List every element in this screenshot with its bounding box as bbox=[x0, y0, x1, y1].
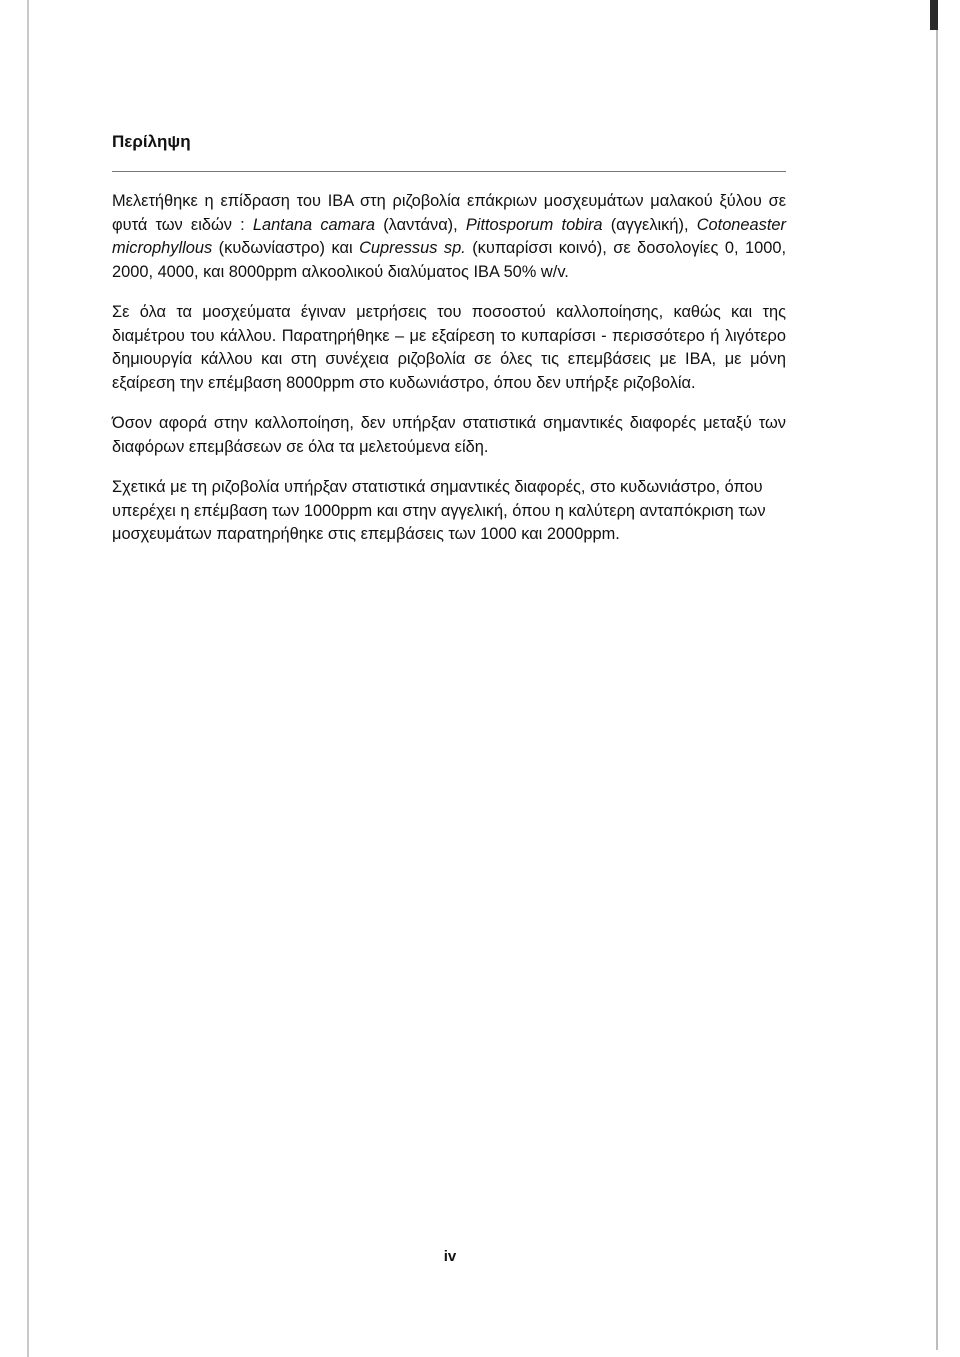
text-run: (κυπαρίσσι κοινό), σε δοσολογίες 0, 1000, 2000, 4000, και 8000ppm αλκοολικού διαλύματος IBA 50% w/v. bbox=[112, 239, 787, 281]
text-run: (κυδωνίαστρο) και bbox=[212, 239, 360, 257]
paragraph bbox=[112, 476, 786, 547]
section-heading: Περίληψη bbox=[112, 132, 191, 151]
species-name: Lantana camara bbox=[252, 215, 376, 234]
species-name: Pittosporum tobira bbox=[465, 215, 603, 234]
paragraph bbox=[112, 301, 786, 395]
species-name: Cupressus sp. bbox=[359, 239, 466, 257]
abstract-body bbox=[112, 190, 786, 564]
scan-left-edge bbox=[27, 0, 29, 1357]
page-number: iv bbox=[443, 1248, 457, 1265]
scan-artifact bbox=[930, 0, 938, 30]
text-run: Όσον αφορά στην καλλοποίηση, δεν υπήρξαν στατιστικά σημαντικές διαφορές μεταξύ των διαφόρων επεμβάσεων σε όλα τα μελετούμενα είδη. bbox=[112, 414, 786, 456]
paragraph bbox=[112, 412, 786, 459]
heading-underline bbox=[112, 171, 786, 172]
text-run: (αγγελική), bbox=[602, 215, 697, 234]
species-name: Cotoneaster microphyllous bbox=[112, 215, 786, 257]
text-run: Σχετικά με τη ριζοβολία υπήρξαν στατιστικά σημαντικές διαφορές, στο κυδωνιάστρο, όπου υπερέχει η επέμβαση των 1000ppm και στην αγγελική, όπου η καλύτερη ανταπόκριση των μοσχευμάτων παρατηρήθηκε στις επεμβάσεις των 1000 και 2000ppm. bbox=[112, 478, 766, 543]
text-run: (λαντάνα), bbox=[375, 215, 466, 234]
scan-right-edge bbox=[936, 20, 938, 1350]
text-run: Σε όλα τα μοσχεύματα έγιναν μετρήσεις του ποσοστού καλλοποίησης, καθώς και της διαμέτρου του κάλλου. Παρατηρήθηκε – με εξαίρεση το κυπαρίσσι - περισσότερο ή λιγότερο δημιουργία κάλλου και στη συνέχεια ριζοβολία σε όλες τις επεμβάσεις με IBA, με μόνη εξαίρεση την επέμβαση 8000ppm στο κυδωνιάστρο, όπου δεν υπήρξε ριζοβολία. bbox=[112, 303, 786, 392]
paragraph bbox=[112, 190, 786, 284]
text-run: Μελετήθηκε η επίδραση του IBA στη ριζοβολία επάκριων μοσχευμάτων μαλακού ξύλου σε φυτά των ειδών : bbox=[112, 192, 786, 234]
